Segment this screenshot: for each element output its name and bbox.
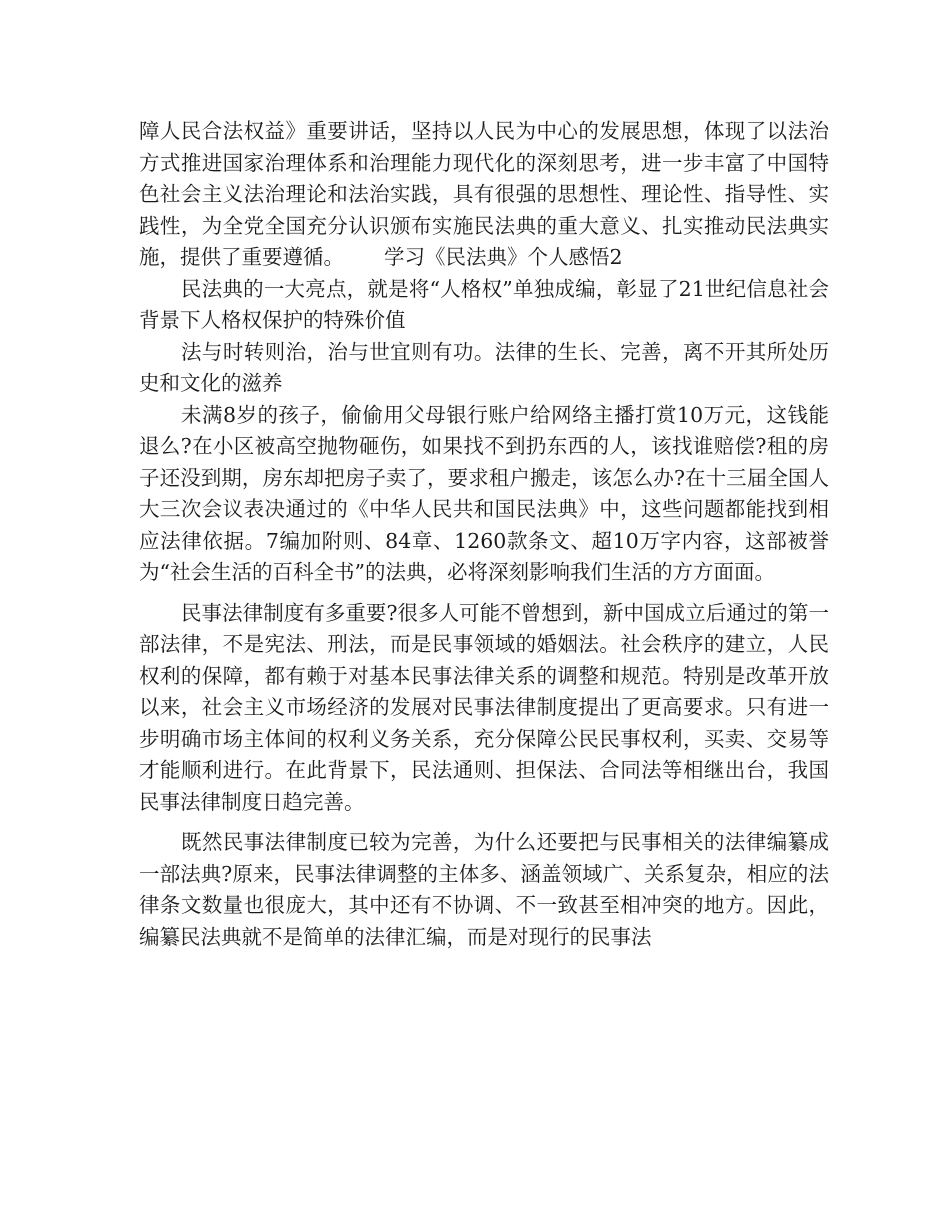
- paragraph-continuation: [139, 116, 829, 274]
- paragraph-text: 障人民合法权益》重要讲话，坚持以人民为中心的发展思想，体现了以法治方式推进国家治理体系和治理能力现代化的深刻思考，进一步丰富了中国特色社会主义法治理论和法治实践，具有很强的思想性、理论性、指导性、实践性，为全党全国充分认识颁布实施民法典的重大意义、扎实推动民法典实施，提供了重要遵循。: [139, 119, 829, 269]
- paragraph-law-and-times: 法与时转则治，治与世宜则有功。法律的生长、完善，离不开其所处历史和文化的滋养: [139, 339, 829, 395]
- section-heading: 学习《民法典》个人感悟2: [384, 245, 623, 269]
- paragraph-civil-law-importance: 民事法律制度有多重要?很多人可能不曾想到，新中国成立后通过的第一部法律，不是宪法、刑法，而是民事领域的婚姻法。社会秩序的建立，人民权利的保障，都有赖于对基本民事法律关系的调整和规范。特别是改革开放以来，社会主义市场经济的发展对民事法律制度提出了更高要求。只有进一步明确市场主体间的权利义务关系，充分保障公民民事权利，买卖、交易等才能顺利进行。在此背景下，民法通则、担保法、合同法等相继出台，我国民事法律制度日趋完善。: [139, 600, 829, 814]
- document-body: [139, 116, 829, 953]
- paragraph-personality-rights: 民法典的一大亮点，就是将“人格权”单独成编，彰显了21世纪信息社会背景下人格权保护的特殊价值: [139, 276, 829, 332]
- paragraph-codification: 既然民事法律制度已较为完善，为什么还要把与民事相关的法律编纂成一部法典?原来，民事法律调整的主体多、涵盖领域广、关系复杂，相应的法律条文数量也很庞大，其中还有不协调、不一致甚至相冲突的地方。因此，编纂民法典就不是简单的法律汇编，而是对现行的民事法: [139, 830, 829, 949]
- paragraph-examples: 未满8岁的孩子，偷偷用父母银行账户给网络主播打赏10万元，这钱能退么?在小区被高空抛物砸伤，如果找不到扔东西的人，该找谁赔偿?租的房子还没到期，房东却把房子卖了，要求租户搬走，该怎么办?在十三届全国人大三次会议表决通过的《中华人民共和国民法典》中，这些问题都能找到相应法律依据。7编加附则、84章、1260款条文、超10万字内容，这部被誉为“社会生活的百科全书”的法典，必将深刻影响我们生活的方方面面。: [139, 402, 829, 584]
